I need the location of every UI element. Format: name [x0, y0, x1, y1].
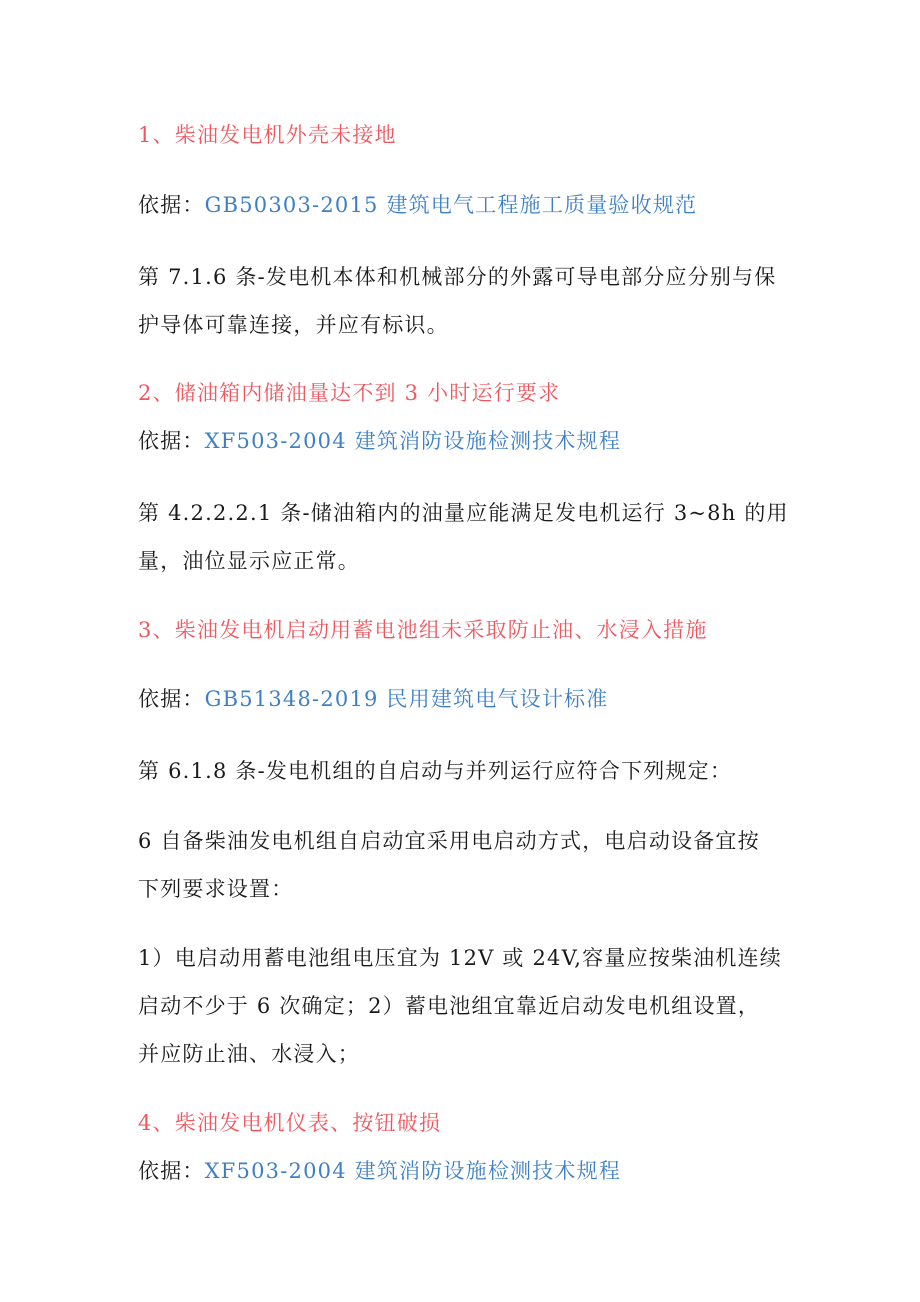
- item-2-clause-line-2: 量，油位显示应正常。: [138, 549, 360, 573]
- standard-reference: XF503-2004 建筑消防设施检测技术规程: [204, 1159, 622, 1183]
- item-1-clause-line-1: 第 7.1.6 条-发电机本体和机械部分的外露可导电部分应分别与保: [138, 265, 777, 289]
- item-1-clause-line-2: 护导体可靠连接，并应有标识。: [138, 313, 449, 337]
- item-3-detail-line-1: 1）电启动用蓄电池组电压宜为 12V 或 24V,容量应按柴油机连续: [138, 946, 782, 970]
- standard-reference: GB50303-2015 建筑电气工程施工质量验收规范: [204, 193, 698, 217]
- basis-label: 依据：: [138, 1159, 205, 1183]
- item-4-basis: [138, 1156, 621, 1186]
- item-2-clause-line-1: 第 4.2.2.2.1 条-储油箱内的油量应能满足发电机运行 3~8h 的用: [138, 501, 789, 525]
- basis-label: 依据：: [138, 429, 205, 453]
- item-3-clause-line-1: 第 6.1.8 条-发电机组的自启动与并列运行应符合下列规定：: [138, 759, 733, 783]
- item-4-heading: 4、柴油发电机仪表、按钮破损: [138, 1111, 442, 1135]
- item-2-basis: [138, 426, 621, 456]
- item-3-sub-line-2: 下列要求设置：: [138, 877, 294, 901]
- item-3-heading: 3、柴油发电机启动用蓄电池组未采取防止油、水浸入措施: [138, 618, 708, 642]
- item-1-heading: 1、柴油发电机外壳未接地: [138, 123, 397, 147]
- standard-reference: GB51348-2019 民用建筑电气设计标准: [204, 687, 609, 711]
- standard-reference: XF503-2004 建筑消防设施检测技术规程: [204, 429, 622, 453]
- item-2-heading: 2、储油箱内储油量达不到 3 小时运行要求: [138, 381, 561, 405]
- item-3-detail-line-2: 启动不少于 6 次确定；2）蓄电池组宜靠近启动发电机组设置，: [138, 994, 761, 1018]
- item-3-detail-line-3: 并应防止油、水浸入；: [138, 1042, 360, 1066]
- basis-label: 依据：: [138, 687, 205, 711]
- item-3-sub-line-1: 6 自备柴油发电机组自启动宜采用电启动方式，电启动设备宜按: [138, 829, 760, 853]
- basis-label: 依据：: [138, 193, 205, 217]
- item-1-basis: [138, 190, 697, 220]
- item-3-basis: [138, 684, 608, 714]
